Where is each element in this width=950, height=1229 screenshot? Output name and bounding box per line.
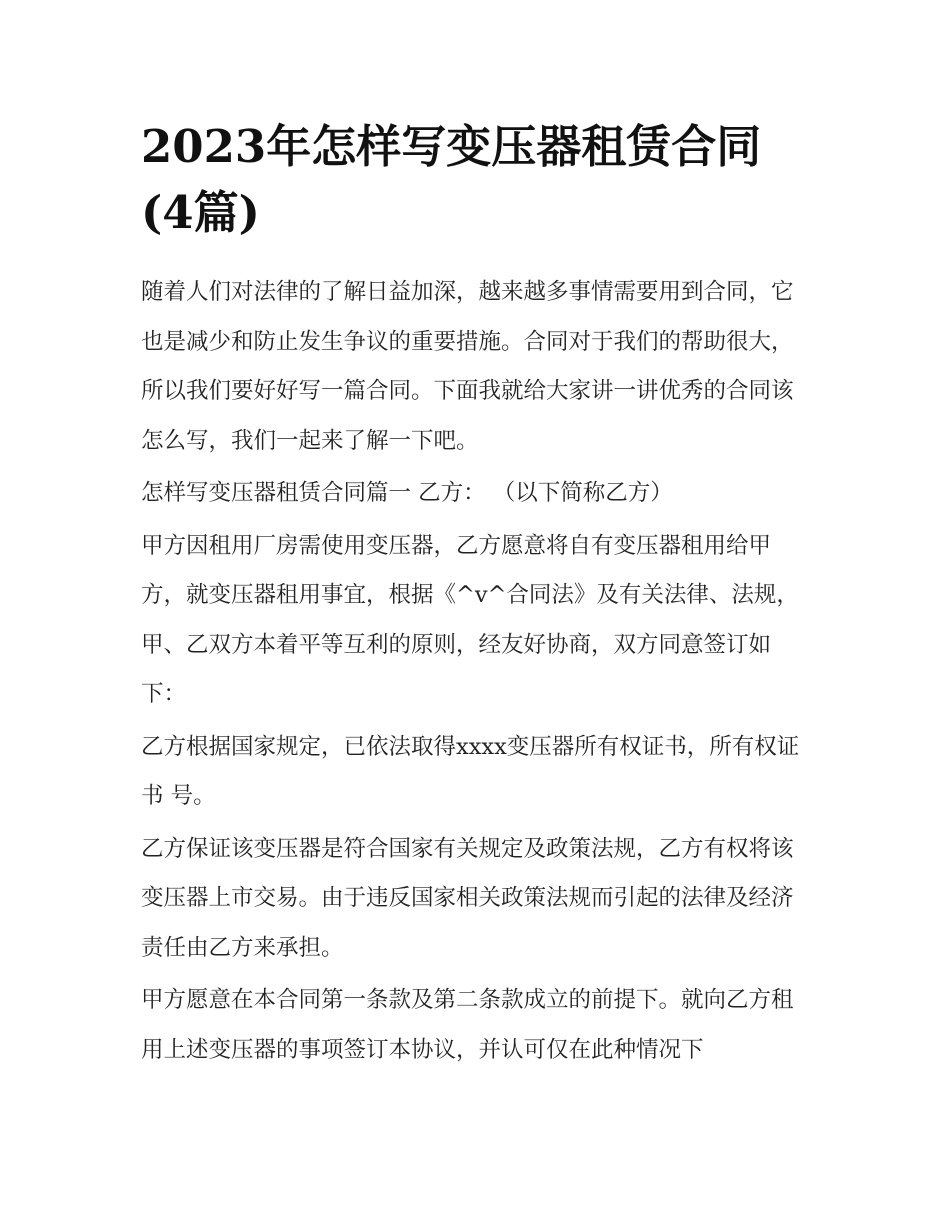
paragraph-agreement: 甲方愿意在本合同第一条款及第二条款成立的前提下。就向乙方租用上述变压器的事项签订本协议，并认可仅在此种情况下 [141,987,794,1063]
document-body [141,114,813,1078]
paragraph-guarantee: 乙方保证该变压器是符合国家有关规定及政策法规，乙方有权将该变压器上市交易。由于违反国家相关政策法规而引起的法律及经济责任由乙方来承担。 [141,835,794,961]
paragraph-preamble: 甲方因租用厂房需使用变压器，乙方愿意将自有变压器租用给甲方，就变压器租用事宜，根据《^v^合同法》及有关法律、法规，甲、乙双方本着平等互利的原则，经友好协商，双方同意签订如下： [141,532,799,707]
document-title: 2023年怎样写变压器租赁合同(4篇) [141,120,762,239]
paragraph-section-heading: 怎样写变压器租赁合同篇一 乙方： （以下简称乙方） [141,480,673,506]
paragraph-intro: 随着人们对法律的了解日益加深，越来越多事情需要用到合同，它也是减少和防止发生争议的重要措施。合同对于我们的帮助很大，所以我们要好好写一篇合同。下面我就给大家讲一讲优秀的合同该怎么写，我们一起来了解一下吧。 [141,279,794,454]
paragraph-ownership: 乙方根据国家规定，已依法取得xxxx变压器所有权证书，所有权证书 号。 [141,733,800,809]
